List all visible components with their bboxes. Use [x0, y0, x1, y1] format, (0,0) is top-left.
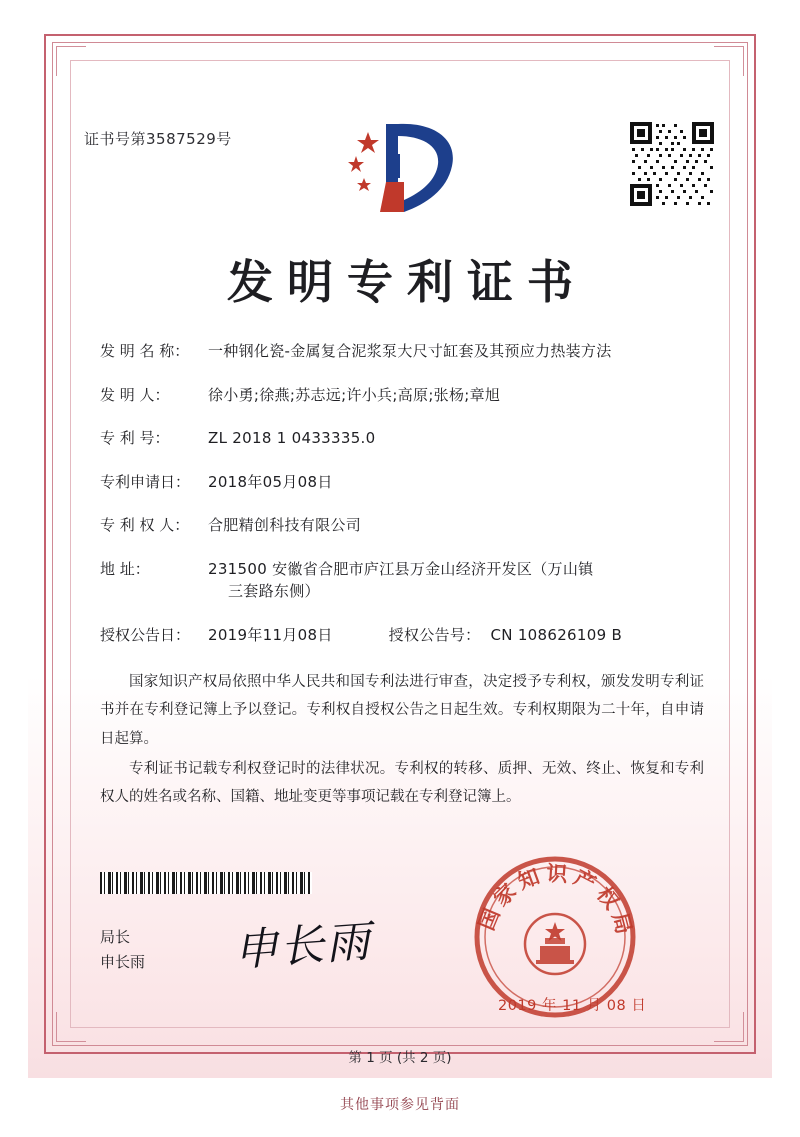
address-line-1: 231500 安徽省合肥市庐江县万金山经济开发区（万山镇 — [208, 559, 594, 578]
seal-date: 2019 年 11 月 08 日 — [498, 998, 647, 1014]
field-value: 合肥精创科技有限公司 — [208, 516, 362, 534]
field-patentee — [100, 514, 704, 537]
corner-ornament-top-left — [44, 34, 96, 86]
cnipa-emblem-icon — [340, 112, 470, 228]
grant-date-value: 2019年11月08日 — [208, 625, 333, 644]
field-inventors — [100, 384, 704, 407]
director-title: 局长 — [100, 928, 131, 946]
paragraph-1: 国家知识产权局依照中华人民共和国专利法进行审查，决定授予专利权，颁发发明专利证书并在专利登记簿上予以登记。专利权自授权公告之日起生效。专利权期限为二十年，自申请日起算。 — [100, 674, 704, 747]
field-value: 徐小勇;徐燕;苏志远;许小兵;高原;张杨;章旭 — [208, 385, 501, 404]
page-title: 发明专利证书 — [227, 255, 587, 309]
field-value: 一种钢化瓷-金属复合泥浆泵大尺寸缸套及其预应力热装方法 — [208, 342, 612, 360]
field-application-date — [100, 471, 704, 494]
field-list — [100, 340, 704, 667]
field-label: 发 明 名 称： — [100, 342, 190, 360]
field-value — [208, 624, 704, 647]
footnote: 其他事项参见背面 — [340, 1097, 460, 1113]
seal-top-text: 国家知识产权局 — [473, 860, 639, 942]
director-name: 申长雨 — [100, 952, 146, 971]
corner-ornament-top-right — [704, 34, 756, 86]
address-line-2: 三套路东侧） — [228, 582, 320, 600]
paragraph-2: 专利证书记载专利权登记时的法律状况。专利权的转移、质押、无效、终止、恢复和专利权人的姓名或名称、国籍、地址变更等事项记载在专利登记簿上。 — [100, 760, 704, 806]
director-block — [100, 925, 145, 975]
field-label: 授权公告日： — [100, 625, 191, 644]
handwritten-signature: 申长雨 — [232, 916, 374, 977]
barcode — [100, 872, 312, 894]
field-label: 专利申请日： — [100, 472, 191, 491]
grant-number-label: 授权公告号： — [388, 625, 481, 644]
legal-text — [100, 668, 704, 813]
field-value: 2018年05月08日 — [208, 472, 333, 491]
field-value — [208, 558, 704, 603]
field-value: ZL 2018 1 0433335.0 — [208, 429, 376, 447]
field-label: 专 利 号： — [100, 429, 170, 447]
field-patent-number — [100, 427, 704, 450]
field-address — [100, 558, 704, 603]
page-indicator: 第 1 页 (共 2 页) — [348, 1050, 452, 1066]
grant-number-value: CN 108626109 B — [490, 625, 623, 644]
field-label: 发 明 人： — [100, 385, 170, 404]
certificate-number: 证书号第3587529号 — [84, 130, 232, 148]
field-grant-publication — [100, 624, 704, 647]
field-label: 专 利 权 人： — [100, 516, 190, 534]
field-invention-name — [100, 340, 704, 363]
qr-code — [628, 120, 716, 208]
field-label: 地 址： — [100, 559, 150, 578]
